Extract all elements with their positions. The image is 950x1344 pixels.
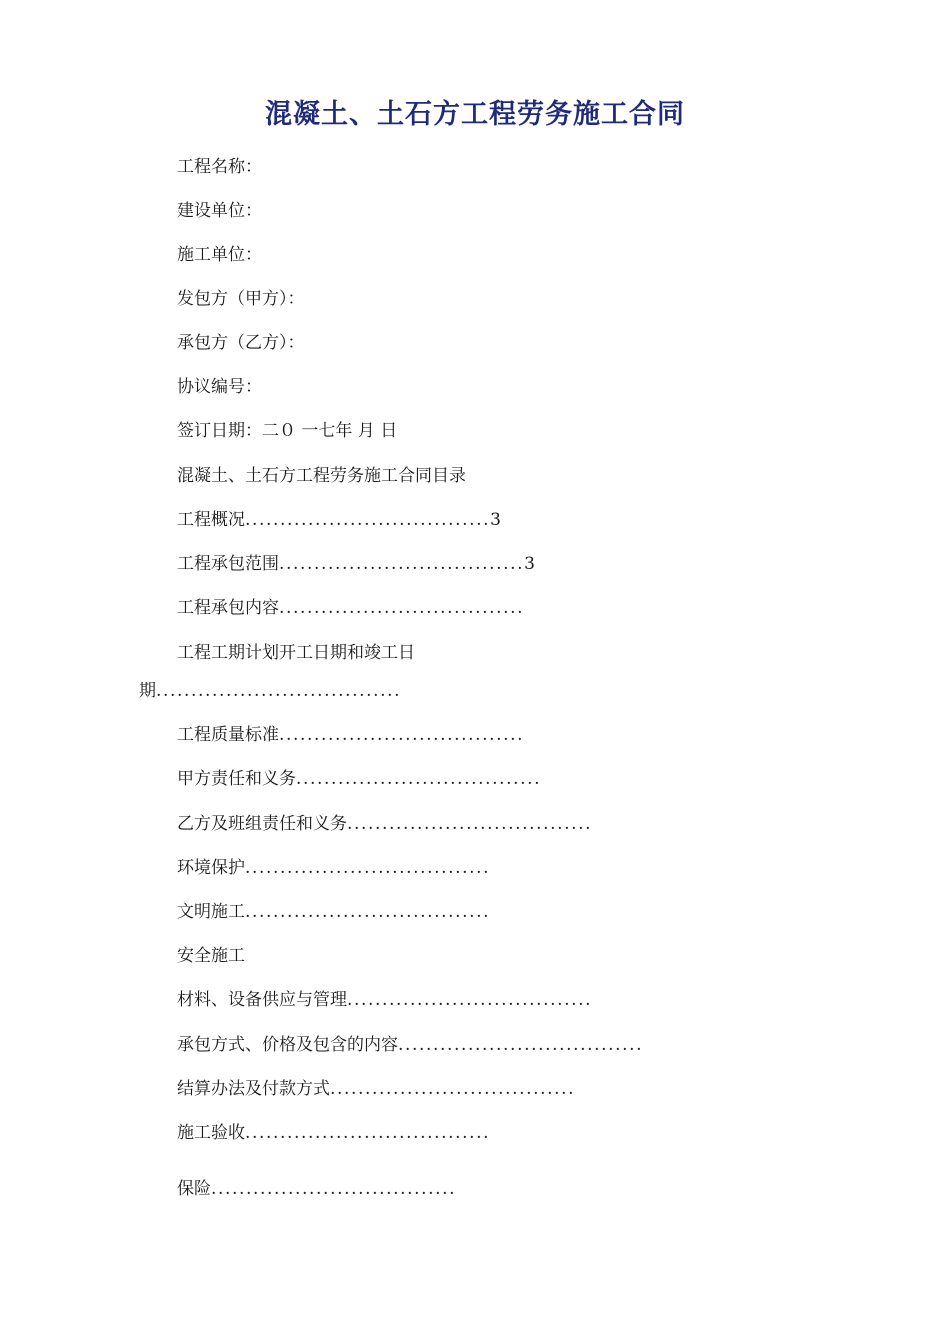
field-builder-unit: 施工单位： [177, 245, 262, 265]
field-party-a: 发包方（甲方）： [177, 289, 305, 309]
toc-entry-label: 安全施工 [177, 946, 245, 966]
toc-entry-leader: ................................... [245, 510, 491, 530]
toc-entry-leader: ................................... [245, 858, 491, 878]
toc-entry [177, 724, 524, 746]
toc-entry [177, 768, 541, 790]
toc-entry-label: 承包方式、价格及包含的内容 [177, 1035, 398, 1055]
toc-entry-leader: ................................... [279, 554, 525, 574]
toc-entry-label: 工程概况 [177, 510, 245, 530]
toc-entry-label: 期 [139, 681, 156, 701]
toc-entry-label: 材料、设备供应与管理 [177, 990, 347, 1010]
toc-entry [177, 597, 524, 619]
toc-entry-leader: ................................... [296, 769, 542, 789]
field-project-name: 工程名称： [177, 157, 262, 177]
toc-entry-label: 工程承包内容 [177, 598, 279, 618]
toc-entry-leader: ................................... [398, 1035, 644, 1055]
toc-entry [177, 1122, 490, 1144]
toc-entry [177, 642, 415, 664]
toc-entry [177, 989, 592, 1011]
toc-entry [177, 1178, 456, 1200]
toc-entry-leader: ................................... [211, 1179, 457, 1199]
toc-entry [177, 1078, 575, 1100]
toc-entry-continuation [139, 680, 401, 702]
toc-entry-label: 文明施工 [177, 902, 245, 922]
toc-entry-label: 环境保护 [177, 858, 245, 878]
toc-entry [177, 901, 490, 923]
toc-entry-leader: ................................... [279, 725, 525, 745]
toc-entry-label: 工程质量标准 [177, 725, 279, 745]
toc-entry-label: 工程工期计划开工日期和竣工日 [177, 643, 415, 663]
toc-entry-label: 结算办法及付款方式 [177, 1079, 330, 1099]
field-construction-unit: 建设单位： [177, 201, 262, 221]
toc-entry [177, 813, 592, 835]
toc-entry-page: 3 [490, 510, 501, 530]
toc-entry-label: 工程承包范围 [177, 554, 279, 574]
toc-entry-leader: ................................... [279, 598, 525, 618]
toc-entry-leader: ................................... [156, 681, 402, 701]
toc-entry-leader: ................................... [347, 814, 593, 834]
toc-entry [177, 553, 535, 575]
toc-entry-page: 3 [524, 554, 535, 574]
field-party-b: 承包方（乙方）： [177, 333, 305, 353]
toc-entry [177, 1034, 643, 1056]
toc-entry-leader: ................................... [330, 1079, 576, 1099]
toc-entry-label: 乙方及班组责任和义务 [177, 814, 347, 834]
document-title: 混凝土、土石方工程劳务施工合同 [265, 99, 685, 130]
toc-entry [177, 509, 501, 531]
toc-heading: 混凝土、土石方工程劳务施工合同目录 [177, 466, 466, 486]
field-agreement-number: 协议编号： [177, 377, 262, 397]
toc-entry [177, 945, 245, 967]
toc-entry [177, 857, 490, 879]
toc-entry-leader: ................................... [245, 1123, 491, 1143]
field-sign-date: 签订日期：二０ 一七年 月 日 [177, 421, 398, 441]
toc-entry-leader: ................................... [347, 990, 593, 1010]
toc-entry-label: 甲方责任和义务 [177, 769, 296, 789]
toc-entry-label: 施工验收 [177, 1123, 245, 1143]
toc-entry-leader: ................................... [245, 902, 491, 922]
toc-entry-label: 保险 [177, 1179, 211, 1199]
